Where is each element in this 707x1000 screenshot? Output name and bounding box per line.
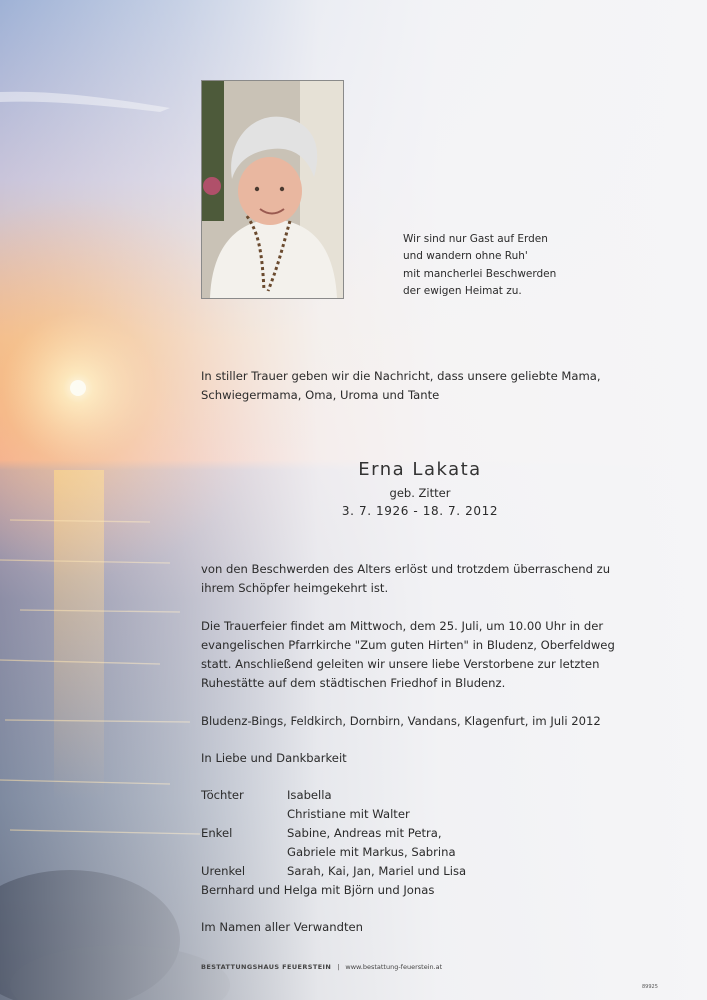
family-row <box>201 805 466 824</box>
family-row <box>201 881 466 900</box>
paragraph-funeral-details: Die Trauerfeier findet am Mittwoch, dem 25. Juli, um 10.00 Uhr in der evangelischen Pfarrkirche "Zum guten Hirten" in Bludenz, Oberfeldweg statt. Anschließend geleiten wir unsere liebe Verstorbene zur letzten Ruhestätte auf dem städtischen Friedhof in Bludenz. <box>201 619 615 690</box>
poem-line: der ewigen Heimat zu. <box>403 284 522 297</box>
footer-separator: | <box>337 963 340 971</box>
family-list <box>201 786 466 900</box>
family-names: Isabella <box>287 788 332 802</box>
family-role: Urenkel <box>201 864 246 878</box>
poem <box>403 231 556 300</box>
deceased-name: Erna Lakata <box>358 459 482 480</box>
paragraph-passing: von den Beschwerden des Alters erlöst und trotzdem überraschend zu ihrem Schöpfer heimgekehrt ist. <box>201 562 611 595</box>
footer <box>201 963 442 971</box>
family-row <box>201 843 466 862</box>
family-names: Sarah, Kai, Jan, Mariel und Lisa <box>287 864 467 878</box>
poem-line: und wandern ohne Ruh' <box>403 250 528 263</box>
family-role: Töchter <box>201 788 244 802</box>
family-row <box>201 786 466 805</box>
relatives-line: Im Namen aller Verwandten <box>201 920 364 934</box>
family-names: Sabine, Andreas mit Petra, <box>287 826 442 840</box>
family-names: Gabriele mit Markus, Sabrina <box>287 845 456 859</box>
family-role: Bernhard und Helga mit Björn und Jonas <box>201 883 435 897</box>
family-role: Enkel <box>201 826 233 840</box>
funeral-home-url[interactable]: www.bestattung-feuerstein.at <box>345 963 443 971</box>
family-row <box>201 824 466 843</box>
maiden-name: geb. Zitter <box>389 486 451 500</box>
places-and-date: Bludenz-Bings, Feldkirch, Dornbirn, Vandans, Klagenfurt, im Juli 2012 <box>201 714 601 728</box>
family-role <box>201 805 287 824</box>
life-dates: 3. 7. 1926 - 18. 7. 2012 <box>341 504 499 518</box>
family-names: Christiane mit Walter <box>287 807 410 821</box>
print-code: 89925 <box>642 984 658 990</box>
intro-text: In stiller Trauer geben wir die Nachricht, dass unsere geliebte Mama, Schwiegermama, Oma, Uroma und Tante <box>201 369 601 402</box>
closing-line: In Liebe und Dankbarkeit <box>201 751 347 765</box>
funeral-home-name: BESTATTUNGSHAUS FEUERSTEIN <box>201 963 332 971</box>
poem-line: Wir sind nur Gast auf Erden <box>403 233 548 245</box>
poem-line: mit mancherlei Beschwerden <box>403 267 557 280</box>
family-role <box>201 843 287 862</box>
portrait-photo <box>201 80 344 299</box>
family-row <box>201 862 466 881</box>
